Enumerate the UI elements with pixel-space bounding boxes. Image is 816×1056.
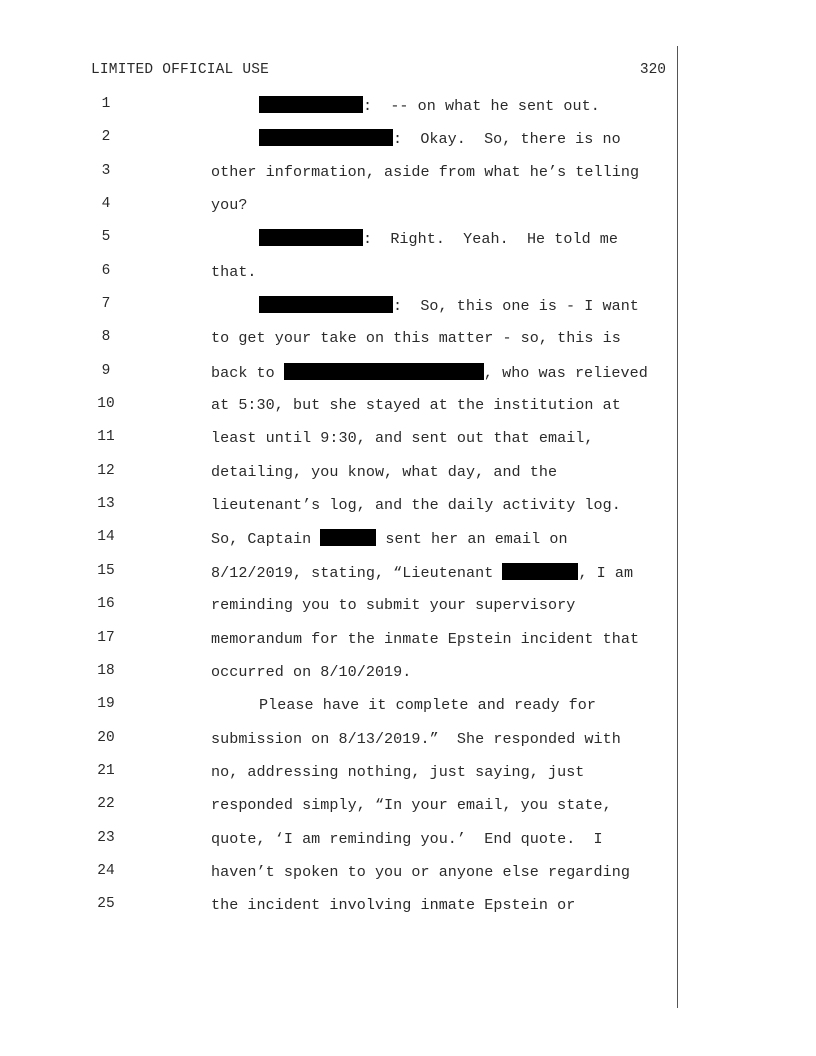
transcript-line: [0, 393, 816, 426]
text-segment: So, Captain: [211, 530, 321, 549]
text-segment: responded simply, “In your email, you state,: [211, 796, 612, 815]
transcript-line: [0, 93, 816, 126]
transcript-line: [0, 727, 816, 760]
text-segment: 8/12/2019, stating, “Lieutenant: [211, 563, 503, 582]
text-segment: sent her an email on: [376, 530, 568, 549]
line-number: 18: [97, 662, 115, 679]
text-segment: the incident involving inmate Epstein or: [211, 896, 576, 915]
line-number: 4: [101, 196, 111, 213]
redaction-block: [259, 296, 393, 313]
line-number: 24: [97, 862, 115, 879]
line-number: 8: [101, 329, 111, 346]
line-text: [211, 796, 612, 814]
line-text: [211, 163, 639, 181]
transcript-line: [0, 293, 816, 326]
transcript-line: [0, 126, 816, 159]
text-segment: at 5:30, but she stayed at the institution at: [211, 396, 621, 415]
transcript-line: [0, 426, 816, 459]
redaction-block: [259, 129, 393, 146]
redaction-block: [259, 229, 363, 246]
redaction-block: [320, 529, 376, 546]
line-number: 14: [97, 529, 115, 546]
line-number: 16: [97, 596, 115, 613]
line-text: [211, 263, 257, 281]
line-number: 20: [97, 729, 115, 746]
text-segment: reminding you to submit your supervisory: [211, 596, 576, 615]
text-segment: haven’t spoken to you or anyone else regarding: [211, 862, 630, 881]
line-number: 2: [101, 129, 111, 146]
text-segment: , I am: [578, 563, 634, 582]
line-text: [211, 563, 633, 582]
page-number: 320: [639, 62, 666, 78]
transcript-line: [0, 693, 816, 726]
line-text: [259, 129, 621, 148]
line-text: [211, 763, 584, 781]
line-number: 22: [97, 796, 115, 813]
transcript-line: [0, 660, 816, 693]
line-number: 3: [101, 162, 111, 179]
line-number: 19: [97, 696, 115, 713]
transcript-line: [0, 760, 816, 793]
text-segment: quote, ‘I am reminding you.’ End quote. I: [211, 829, 603, 848]
text-segment: Please have it complete and ready for: [259, 696, 596, 715]
line-text: [211, 663, 411, 681]
line-number: 23: [97, 829, 115, 846]
text-segment: back to: [211, 363, 284, 382]
line-number: 12: [97, 462, 115, 479]
line-number: 10: [97, 396, 115, 413]
transcript-lines: [0, 93, 816, 927]
line-text: [211, 529, 568, 548]
line-number: 1: [101, 96, 111, 112]
line-text: [211, 730, 621, 748]
text-segment: you?: [211, 196, 248, 215]
line-number: 7: [101, 296, 111, 313]
text-segment: no, addressing nothing, just saying, just: [211, 762, 585, 781]
line-text: [211, 496, 621, 514]
line-text: [211, 830, 603, 848]
line-text: [211, 596, 575, 614]
transcript-line: [0, 893, 816, 926]
text-segment: least until 9:30, and sent out that email,: [211, 429, 594, 448]
transcript-line: [0, 160, 816, 193]
transcript-line: [0, 226, 816, 259]
transcript-line: [0, 326, 816, 359]
transcript-line: [0, 526, 816, 559]
text-segment: to get your take on this matter - so, this is: [211, 329, 621, 348]
transcript-line: [0, 460, 816, 493]
line-number: 9: [101, 362, 111, 379]
transcript-line: [0, 260, 816, 293]
line-text: [259, 229, 618, 248]
text-segment: other information, aside from what he’s telling: [211, 162, 640, 181]
transcript-line: [0, 860, 816, 893]
line-text: [259, 296, 639, 315]
line-text: [259, 696, 596, 714]
line-number: 6: [101, 262, 111, 279]
text-segment: : Okay. So, there is no: [393, 130, 621, 149]
line-text: [211, 863, 630, 881]
text-segment: : So, this one is - I want: [393, 297, 639, 316]
classification-header: LIMITED OFFICIAL USE: [91, 62, 270, 78]
transcript-line: [0, 493, 816, 526]
text-segment: lieutenant’s log, and the daily activity log.: [211, 496, 621, 515]
line-text: [211, 896, 575, 914]
text-segment: occurred on 8/10/2019.: [211, 662, 412, 681]
line-number: 11: [97, 429, 115, 446]
transcript-line: [0, 193, 816, 226]
transcript-line: [0, 593, 816, 626]
redaction-block: [502, 563, 578, 580]
line-number: 15: [97, 562, 115, 579]
line-text: [211, 363, 648, 382]
text-segment: memorandum for the inmate Epstein incident that: [211, 629, 640, 648]
line-text: [211, 196, 247, 214]
line-number: 21: [97, 762, 115, 779]
transcript-line: [0, 627, 816, 660]
transcript-line: [0, 560, 816, 593]
redaction-block: [259, 96, 363, 113]
text-segment: : Right. Yeah. He told me: [363, 230, 619, 249]
transcript-line: [0, 793, 816, 826]
line-number: 25: [97, 896, 115, 913]
text-segment: that.: [211, 262, 257, 281]
line-text: [211, 396, 621, 414]
line-number: 17: [97, 629, 115, 646]
line-number: 13: [97, 496, 115, 513]
transcript-line: [0, 360, 816, 393]
transcript-line: [0, 827, 816, 860]
line-number: 5: [101, 229, 111, 246]
text-segment: , who was relieved: [483, 363, 648, 382]
text-segment: detailing, you know, what day, and the: [211, 462, 558, 481]
line-text: [211, 329, 621, 347]
line-text: [259, 96, 600, 115]
line-text: [211, 463, 557, 481]
text-segment: : -- on what he sent out.: [363, 97, 600, 115]
line-text: [211, 429, 594, 447]
redaction-block: [284, 363, 484, 380]
text-segment: submission on 8/13/2019.” She responded with: [211, 729, 621, 748]
line-text: [211, 630, 639, 648]
